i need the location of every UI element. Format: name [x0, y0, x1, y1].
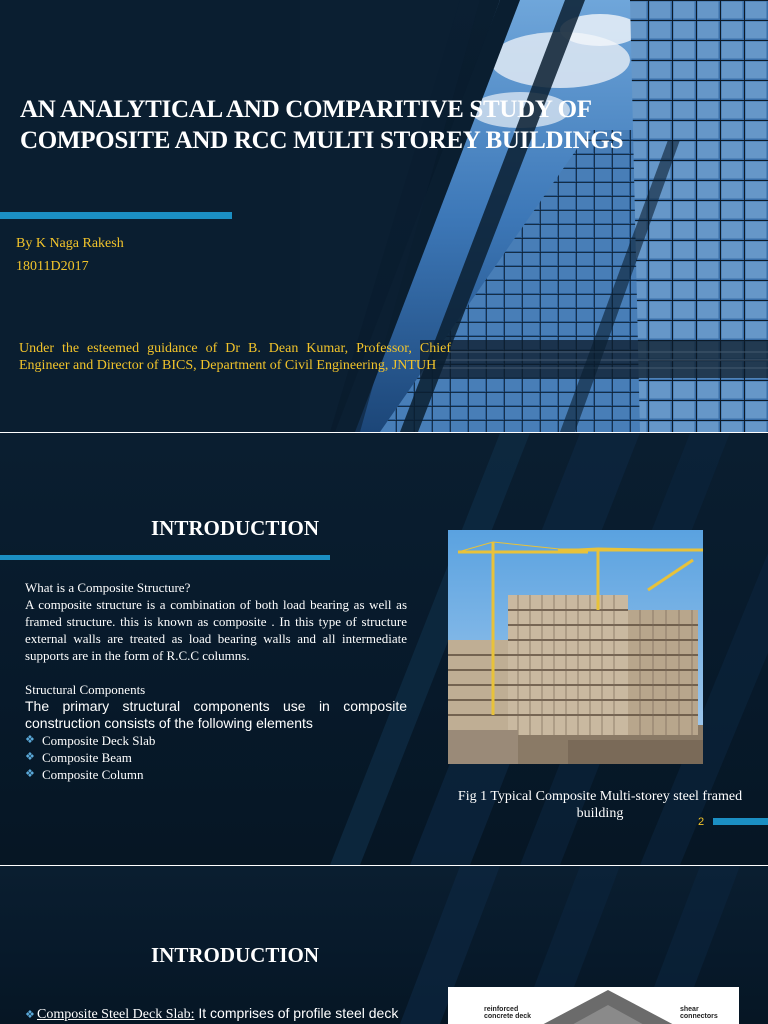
deck-slab-text: It comprises of profile steel deck — [194, 1005, 399, 1021]
presentation-title: AN ANALYTICAL AND COMPARITIVE STUDY OF COMPOSITE AND RCC MULTI STOREY BUILDINGS — [20, 96, 624, 154]
list-item: ❖ Composite Deck Slab — [25, 733, 156, 748]
construction-site-photo — [448, 530, 703, 764]
diagram-label-left: reinforced concrete deck — [484, 1006, 532, 1020]
deck-slab-description — [25, 1005, 425, 1023]
components-intro: The primary structural components use in composite construction consists of the following elements — [25, 698, 407, 731]
introduction-body — [25, 579, 407, 783]
page-accent-bar — [713, 818, 768, 825]
introduction-slide — [0, 433, 768, 865]
composite-deck-diagram — [448, 987, 739, 1024]
heading-accent-bar — [0, 555, 330, 560]
deck-slab-term: Composite Steel Deck Slab: — [37, 1007, 195, 1022]
author-name: By K Naga Rakesh — [16, 236, 124, 251]
title-slide — [0, 0, 768, 432]
roll-number: 18011D2017 — [16, 259, 89, 274]
guidance-text: Under the esteemed guidance of Dr B. Dean Kumar, Professor, Chief Engineer and Director of BICS, Department of Civil Engineering, JNTUH — [19, 341, 451, 373]
list-item: ❖ Composite Beam — [25, 750, 132, 765]
diamond-bullet-icon: ❖ — [25, 768, 35, 780]
components-list — [25, 732, 407, 783]
introduction-slide-2 — [0, 866, 768, 1024]
slide-heading: INTRODUCTION — [150, 516, 320, 540]
figure-caption: Fig 1 Typical Composite Multi-storey steel framed building — [457, 789, 743, 821]
title-accent-bar — [0, 212, 232, 219]
list-item: ❖ Composite Column — [25, 767, 144, 782]
composite-question: What is a Composite Structure? — [25, 580, 191, 595]
components-heading: Structural Components — [25, 682, 146, 697]
diamond-bullet-icon: ❖ — [25, 751, 35, 763]
slide-heading: INTRODUCTION — [150, 943, 320, 967]
diagram-label-right: shear connectors — [680, 1006, 718, 1020]
page-number: 2 — [698, 816, 705, 828]
diamond-bullet-icon: ❖ — [25, 1009, 35, 1021]
composite-definition: A composite structure is a combination of both load bearing as well as framed structure. this is known as composite . In this type of structure external walls are treated as load bearing walls and all intermediate supports are in the form of R.C.C columns. — [25, 597, 407, 663]
diamond-bullet-icon: ❖ — [25, 734, 35, 746]
